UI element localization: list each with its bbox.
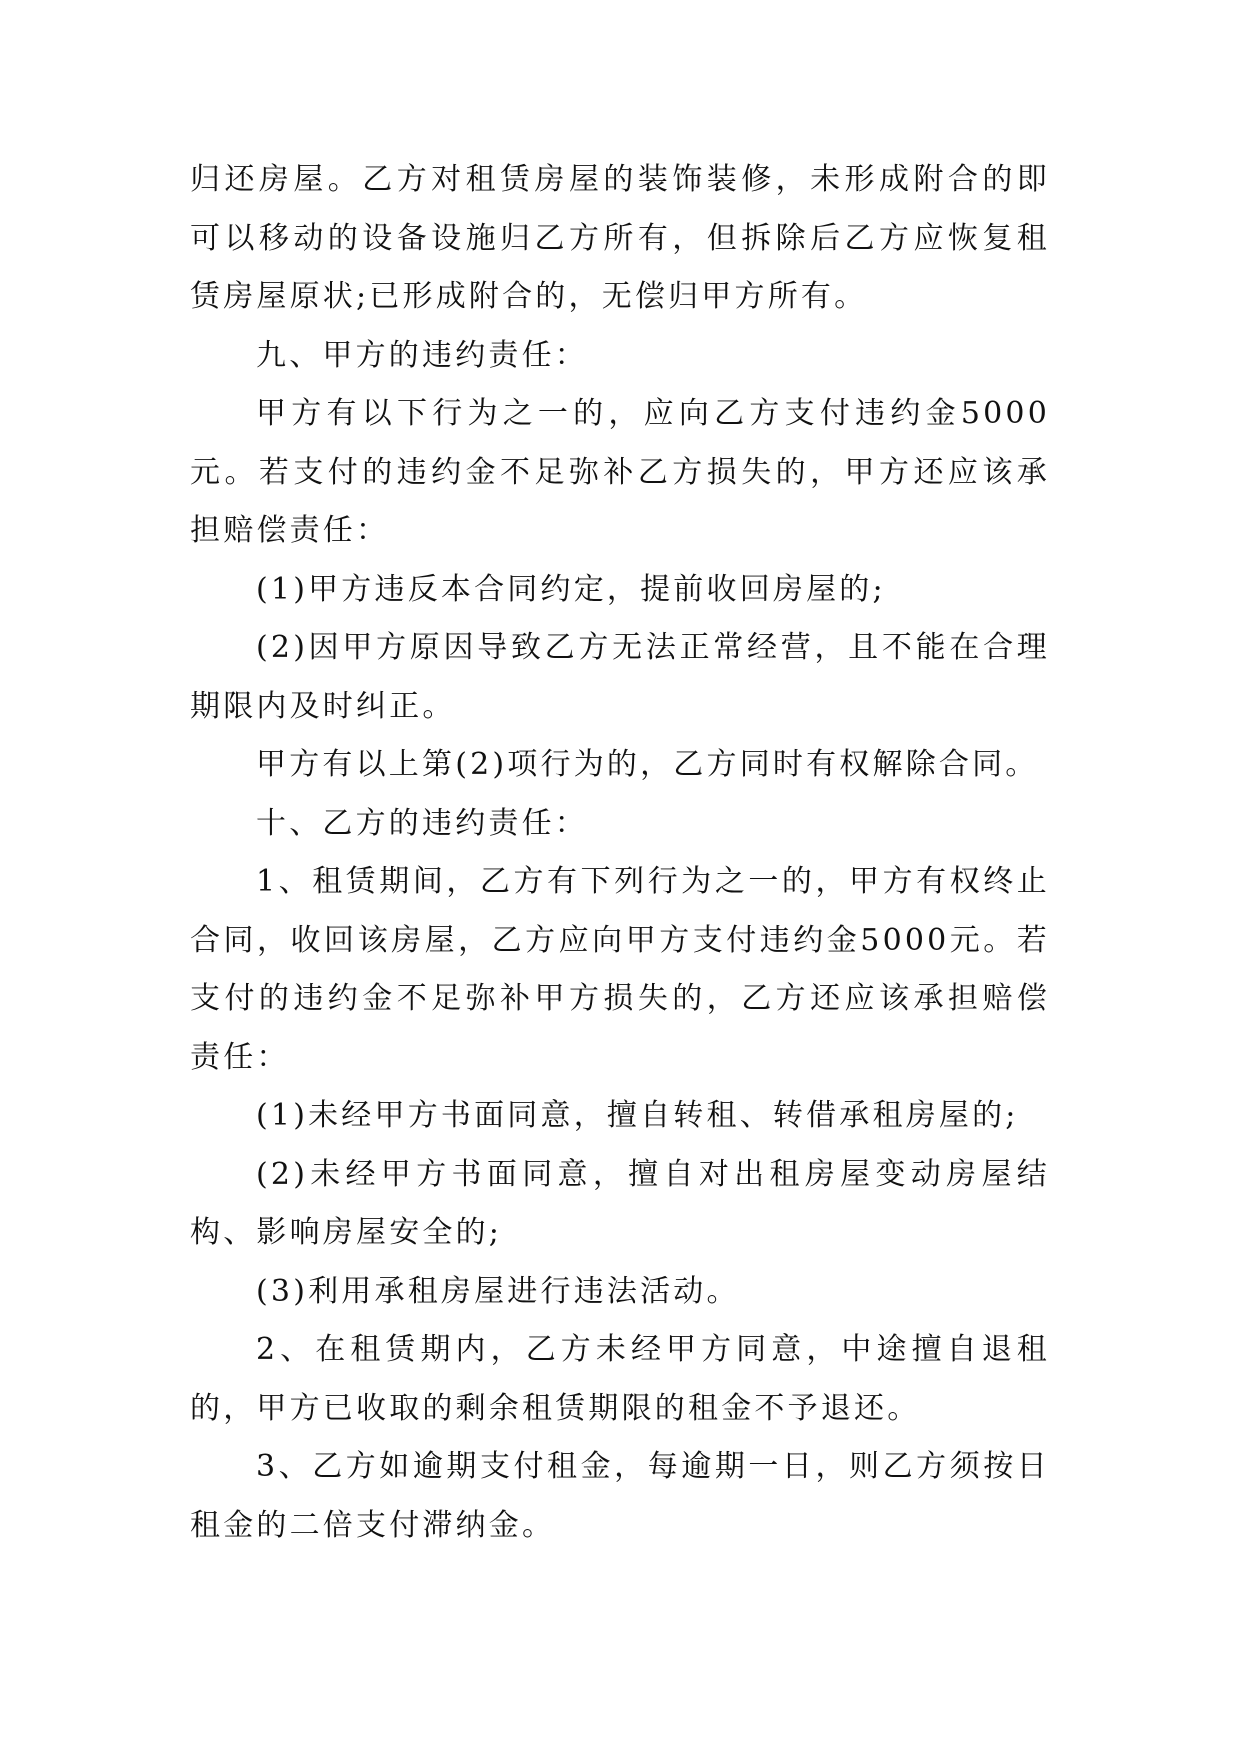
paragraph-3: 甲方有以下行为之一的，应向乙方支付违约金5000元。若支付的违约金不足弥补乙方损失的，甲方还应该承担赔偿责任： bbox=[190, 396, 1050, 548]
paragraph-7: 十、乙方的违约责任： bbox=[256, 805, 588, 841]
paragraph-6: 甲方有以上第(2)项行为的，乙方同时有权解除合同。 bbox=[256, 747, 1039, 782]
paragraph-9: (1)未经甲方书面同意，擅自转租、转借承租房屋的; bbox=[256, 1098, 1019, 1133]
paragraph-5: (2)因甲方原因导致乙方无法正常经营，且不能在合理期限内及时纠正。 bbox=[190, 630, 1050, 724]
paragraph-13: 3、乙方如逾期支付租金，每逾期一日，则乙方须按日租金的二倍支付滞纳金。 bbox=[190, 1449, 1050, 1543]
paragraph-12: 2、在租赁期内，乙方未经甲方同意，中途擅自退租的，甲方已收取的剩余租赁期限的租金不予退还。 bbox=[190, 1332, 1050, 1426]
paragraph-8: 1、租赁期间，乙方有下列行为之一的，甲方有权终止合同，收回该房屋，乙方应向甲方支付违约金5000元。若支付的违约金不足弥补甲方损失的，乙方还应该承担赔偿责任： bbox=[190, 864, 1050, 1075]
paragraph-4: (1)甲方违反本合同约定，提前收回房屋的; bbox=[256, 571, 886, 607]
paragraph-11: (3)利用承租房屋进行违法活动。 bbox=[256, 1273, 740, 1309]
paragraph-2: 九、甲方的违约责任： bbox=[256, 337, 588, 373]
document-body bbox=[190, 151, 1050, 1555]
paragraph-10: (2)未经甲方书面同意，擅自对出租房屋变动房屋结构、影响房屋安全的; bbox=[190, 1156, 1050, 1250]
paragraph-1: 归还房屋。乙方对租赁房屋的装饰装修，未形成附合的即可以移动的设备设施归乙方所有，但拆除后乙方应恢复租赁房屋原状;已形成附合的，无偿归甲方所有。 bbox=[190, 162, 1050, 314]
